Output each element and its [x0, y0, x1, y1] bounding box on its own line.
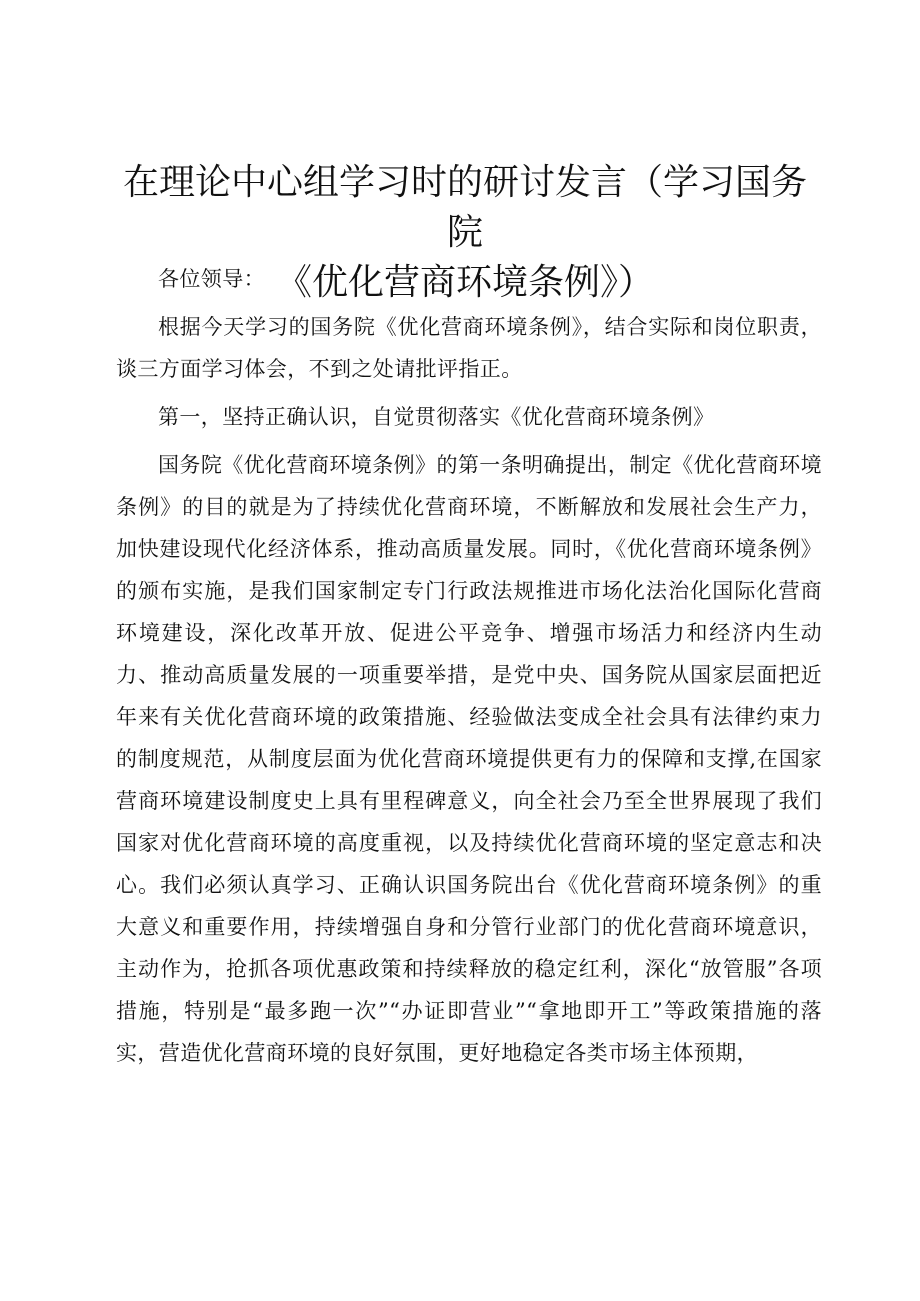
salutation: 各位领导： [158, 267, 265, 291]
section-heading-1: 第一，坚持正确认识，自觉贯彻落实《优化营商环境条例》 [158, 405, 715, 429]
paragraph-intro: 根据今天学习的国务院《优化营商环境条例》，结合实际和岗位职责，谈三方面学习体会，不到之处请批评指正。 [116, 315, 822, 381]
document-body [116, 258, 822, 1080]
title-line-2: 《优化营商环境条例》） [275, 262, 654, 303]
paragraph-body: 国务院《优化营商环境条例》的第一条明确提出，制定《优化营商环境条例》的目的就是为了持续优化营商环境，不断解放和发展社会生产力，加快建设现代化经济体系，推动高质量发展。同时，《优化营商环境条例》的颁布实施，是我们国家制定专门行政法规推进市场化法治化国际化营商环境建设，深化改革开放、促进公平竞争、增强市场活力和经济内生动力、推动高质量发展的一项重要举措，是党中央、国务院从国家层面把近年来有关优化营商环境的政策措施、经验做法变成全社会具有法律约束力的制度规范，从制度层面为优化营商环境提供更有力的保障和支撑,在国家营商环境建设制度史上具有里程碑意义，向全社会乃至全世界展现了我们国家对优化营商环境的高度重视，以及持续优化营商环境的坚定意志和决心。我们必须认真学习、正确认识国务院出台《优化营商环境条例》的重大意义和重要作用，持续增强自身和分管行业部门的优化营商环境意识，主动作为，抢抓各项优惠政策和持续释放的稳定红利，深化“放管服”各项措施，特别是“最多跑一次”“办证即营业”“拿地即开工”等政策措施的落实，营造优化营商环境的良好氛围，更好地稳定各类市场主体预期， [116, 453, 822, 1065]
title-line-1: 在理论中心组学习时的研讨发言（学习国务院 [122, 162, 807, 253]
